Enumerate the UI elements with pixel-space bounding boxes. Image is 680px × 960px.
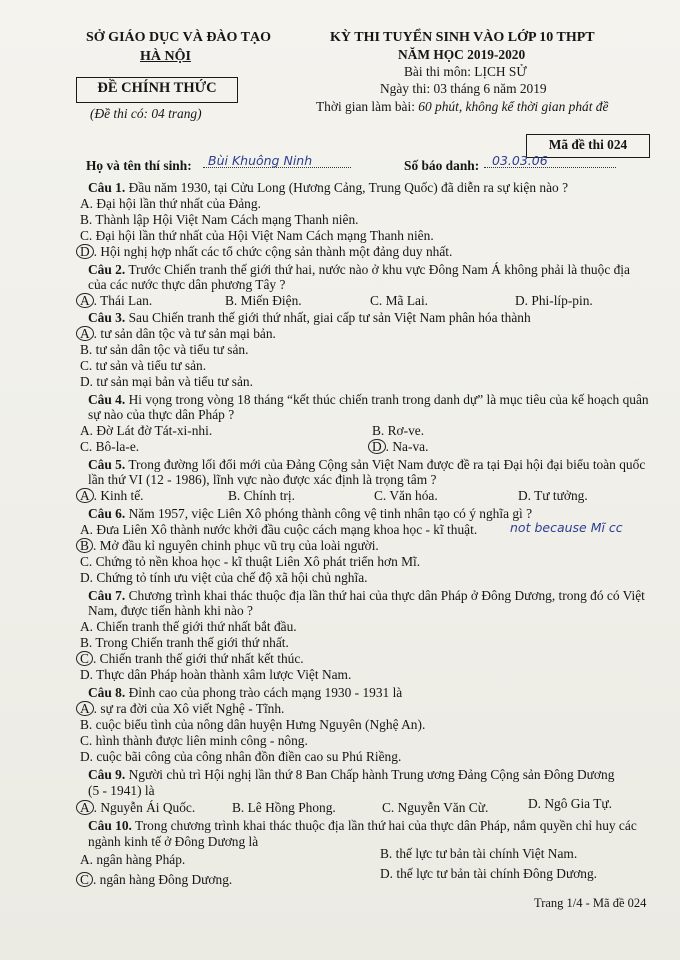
q4-text-cont: sự nào của thực dân Pháp ? [88,407,235,422]
q4-option-a[interactable]: A. Đờ Lát đờ Tát-xi-nhi. [80,423,213,438]
q9-text-cont: (5 - 1941) là [88,783,155,798]
q2-option-d[interactable]: D. Phi-líp-pin. [515,293,593,308]
q2-option-c[interactable]: C. Mã Lai. [370,293,429,308]
question-2 [88,262,630,278]
q6-num: Câu 6. [88,506,126,521]
exam-date: Ngày thi: 03 tháng 6 năm 2019 [380,81,547,96]
q6-handwritten-note: not because Mĩ cc [510,520,623,535]
q1-answer-mark: D [76,244,94,259]
q7-option-b[interactable]: B. Trong Chiến tranh thế giới thứ nhất. [80,635,289,650]
q6-option-a[interactable]: A. Đưa Liên Xô thành nước khởi đầu cuộc cách mạng khoa học - kĩ thuật. [80,522,478,537]
q1-num: Câu 1. [88,180,126,195]
q8-text: Đỉnh cao của phong trào cách mạng 1930 - 1931 là [128,685,403,700]
q8-option-c[interactable]: C. hình thành được liên minh công - nông. [80,733,308,748]
q4-option-b[interactable]: B. Rơ-ve. [372,423,425,438]
q8-num: Câu 8. [88,685,126,700]
subject: Bài thi môn: LỊCH SỬ [404,64,527,79]
pages-note: (Đề thi có: 04 trang) [90,106,202,121]
candidate-name-value[interactable]: Bùi Khuông Ninh [208,153,313,168]
q7-text-cont: Nam, được tiến hành khi nào ? [88,603,253,618]
q7-answer-mark: C [76,651,93,666]
q4-option-d[interactable]: D . Na-va. [372,439,428,455]
q10-text: Trong chương trình khai thác thuộc địa lần thứ hai của thực dân Pháp, nắm quyền chỉ huy các [135,818,637,833]
official-label: ĐỀ CHÍNH THỨC [97,80,217,96]
q10-option-b[interactable]: B. thế lực tư bản tài chính Việt Nam. [380,846,578,861]
q4-option-c[interactable]: C. Bô-la-e. [80,439,140,454]
q10-option-c[interactable]: C . ngân hàng Đông Dương. [80,872,232,888]
question-5 [88,457,645,473]
q8-option-d[interactable]: D. cuộc bãi công của công nhân đồn điền cao su Phú Riềng. [80,749,402,764]
q2-option-b[interactable]: B. Miến Điện. [225,293,302,308]
candidate-name-label: Họ và tên thí sinh: [86,158,192,173]
q6-text: Năm 1957, việc Liên Xô phóng thành công vệ tinh nhân tạo có ý nghĩa gì ? [128,506,533,521]
q1-text: Đầu năm 1930, tại Cửu Long (Hương Cảng, Trung Quốc) đã diễn ra sự kiện nào ? [128,180,569,195]
q1-option-a[interactable]: A. Đại hội lần thứ nhất của Đảng. [80,196,261,211]
q4-num: Câu 4. [88,392,126,407]
question-3 [88,310,531,326]
q10-option-d[interactable]: D. thế lực tư bản tài chính Đông Dương. [380,866,598,881]
q6-option-c[interactable]: C. Chứng tỏ nền khoa học - kĩ thuật Liên Xô phát triển hơn Mĩ. [80,554,421,569]
q2-option-a[interactable]: A . Thái Lan. [80,293,152,309]
q3-text: Sau Chiến tranh thế giới thứ nhất, giai cấp tư sản Việt Nam phân hóa thành [128,310,531,325]
time-value: 60 phút, không kể thời gian phát đề [418,99,609,114]
candidate-id-value[interactable]: 03.03.06 [492,153,548,168]
question-6 [88,506,532,522]
question-7 [88,588,645,604]
q1-option-c[interactable]: C. Đại hội lần thứ nhất của Hội Việt Nam Cách mạng Thanh niên. [80,228,434,243]
q4-answer-mark: D [368,439,386,454]
q9-option-d[interactable]: D. Ngô Gia Tự. [528,796,612,811]
dept-line1: SỞ GIÁO DỤC VÀ ĐÀO TẠO [86,30,272,45]
q7-option-d[interactable]: D. Thực dân Pháp hoàn thành xâm lược Việt Nam. [80,667,352,682]
q8-option-b[interactable]: B. cuộc biểu tình của nông dân huyện Hưng Nguyên (Nghệ An). [80,717,426,732]
question-9 [88,767,614,783]
q7-num: Câu 7. [88,588,126,603]
q4-text: Hi vọng trong vòng 18 tháng “kết thúc chiến tranh trong danh dự” là mục tiêu của kế hoạch quân [128,392,649,407]
q3-num: Câu 3. [88,310,126,325]
q6-answer-mark: B [76,538,93,553]
q6-option-b[interactable]: B . Mở đầu kỉ nguyên chinh phục vũ trụ của loài người. [80,538,379,554]
q5-answer-mark: A [76,488,94,503]
q2-num: Câu 2. [88,262,126,277]
q10-option-a[interactable]: A. ngân hàng Pháp. [80,852,186,867]
q3-answer-mark: A [76,326,94,341]
q2-text-cont: của các nước thực dân phương Tây ? [88,277,286,292]
question-4 [88,392,649,408]
q5-option-d[interactable]: D. Tư tưởng. [518,488,588,503]
q7-text: Chương trình khai thác thuộc địa lần thứ hai của thực dân Pháp ở Đông Dương, trong đó có Việt [128,588,645,603]
q9-text: Người chủ trì Hội nghị lần thứ 8 Ban Chấp hành Trung ương Đảng Cộng sản Đông Dương [128,767,615,782]
q7-option-c[interactable]: C . Chiến tranh thế giới thứ nhất kết thúc. [80,651,304,667]
q8-option-a[interactable]: A . sự ra đời của Xô viết Nghệ - Tĩnh. [80,701,284,717]
q10-text-cont: ngành kinh tế ở Đông Dương là [88,834,259,849]
q5-option-c[interactable]: C. Văn hóa. [374,488,438,503]
q1-option-d[interactable]: D . Hội nghị hợp nhất các tổ chức cộng sản thành một đảng duy nhất. [80,244,452,260]
q3-option-b[interactable]: B. tư sản dân tộc và tiểu tư sản. [80,342,249,357]
school-year: NĂM HỌC 2019-2020 [398,47,526,62]
q7-option-a[interactable]: A. Chiến tranh thế giới thứ nhất bắt đầu. [80,619,297,634]
q5-num: Câu 5. [88,457,126,472]
time-label: Thời gian làm bài: [316,99,415,114]
q3-option-d[interactable]: D. tư sản mại bản và tiểu tư sản. [80,374,253,389]
q8-answer-mark: A [76,701,94,716]
q1-option-b[interactable]: B. Thành lập Hội Việt Nam Cách mạng Thanh niên. [80,212,359,227]
q3-option-a[interactable]: A . tư sản dân tộc và tư sản mại bản. [80,326,276,342]
q9-option-c[interactable]: C. Nguyễn Văn Cừ. [382,800,489,815]
page-footer: Trang 1/4 - Mã đề 024 [534,896,647,910]
q2-answer-mark: A [76,293,94,308]
question-1 [88,180,568,196]
q10-answer-mark: C [76,872,93,887]
q9-option-b[interactable]: B. Lê Hồng Phong. [232,800,336,815]
q5-option-a[interactable]: A . Kinh tế. [80,488,144,504]
question-8 [88,685,402,701]
q9-option-a[interactable]: A . Nguyễn Ái Quốc. [80,800,195,816]
q6-option-d[interactable]: D. Chứng tỏ tính ưu việt của chế độ xã hội chủ nghĩa. [80,570,368,585]
q2-text: Trước Chiến tranh thế giới thứ hai, nước nào ở khu vực Đông Nam Á không phải là thuộc địa [128,262,630,277]
exam-title: KỲ THI TUYỂN SINH VÀO LỚP 10 THPT [330,30,595,45]
q9-answer-mark: A [76,800,94,815]
time-line [316,99,608,115]
q5-text-cont: lần thứ VI (12 - 1986), lĩnh vực nào được xác định là trọng tâm ? [88,472,437,487]
q9-num: Câu 9. [88,767,126,782]
code-box-label: Mã đề thi 024 [548,137,628,152]
dept-line2: HÀ NỘI [140,49,191,64]
q10-num: Câu 10. [88,818,132,833]
q3-option-c[interactable]: C. tư sản và tiểu tư sản. [80,358,207,373]
q5-text: Trong đường lối đổi mới của Đảng Cộng sản Việt Nam được đề ra tại Đại hội đại biểu toàn quốc [128,457,646,472]
q5-option-b[interactable]: B. Chính trị. [228,488,295,503]
question-10 [88,818,637,834]
candidate-id-label: Số báo danh: [404,158,480,173]
